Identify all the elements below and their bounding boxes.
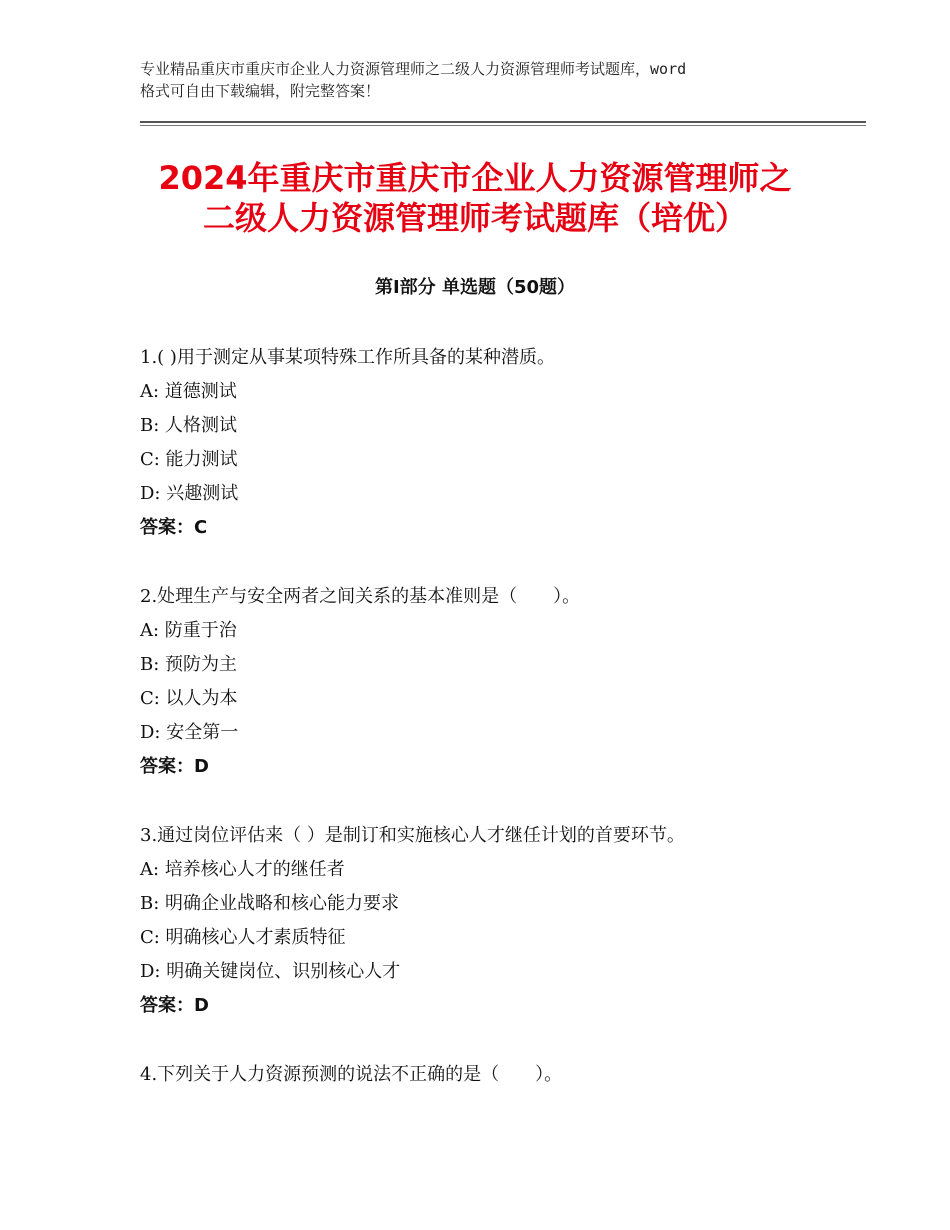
option-d: D: 明确关键岗位、识别核心人才: [140, 961, 401, 982]
question-stem: 1.( )用于测定从事某项特殊工作所具备的某种潜质。: [140, 347, 555, 368]
question-stem: 4.下列关于人力资源预测的说法不正确的是（ ）。: [140, 1064, 563, 1085]
option-c: C: 明确核心人才素质特征: [140, 927, 346, 948]
document-title: [80, 158, 870, 238]
question-3: [140, 819, 860, 1023]
document-header-note: [140, 58, 830, 102]
header-note-line-2: 格式可自由下载编辑，附完整答案！: [140, 82, 381, 100]
option-a: A: 道德测试: [140, 381, 237, 402]
header-divider-thin: [140, 125, 866, 126]
question-list: [140, 341, 860, 1127]
option-b: B: 人格测试: [140, 415, 238, 436]
option-b: B: 明确企业战略和核心能力要求: [140, 893, 400, 914]
answer: 答案：C: [140, 517, 208, 538]
question-2: [140, 580, 860, 784]
option-c: C: 以人为本: [140, 688, 238, 709]
question-stem: 3.通过岗位评估来（ ）是制订和实施核心人才继任计划的首要环节。: [140, 825, 685, 846]
option-c: C: 能力测试: [140, 449, 238, 470]
option-a: A: 培养核心人才的继任者: [140, 859, 345, 880]
document-title-line-1: 2024年重庆市重庆市企业人力资源管理师之: [158, 159, 792, 197]
header-note-line-1: 专业精品重庆市重庆市企业人力资源管理师之二级人力资源管理师考试题库，word: [140, 60, 687, 78]
option-a: A: 防重于治: [140, 620, 237, 641]
question-stem: 2.处理生产与安全两者之间关系的基本准则是（ ）。: [140, 586, 581, 607]
answer: 答案：D: [140, 756, 209, 777]
option-d: D: 兴趣测试: [140, 483, 239, 504]
question-4: [140, 1058, 860, 1092]
section-title: 第Ⅰ部分 单选题（50题）: [374, 277, 575, 298]
answer: 答案：D: [140, 995, 209, 1016]
option-d: D: 安全第一: [140, 722, 239, 743]
header-divider-thick: [140, 121, 866, 123]
document-title-line-2: 二级人力资源管理师考试题库（培优）: [202, 199, 747, 237]
option-b: B: 预防为主: [140, 654, 238, 675]
question-1: [140, 341, 860, 545]
